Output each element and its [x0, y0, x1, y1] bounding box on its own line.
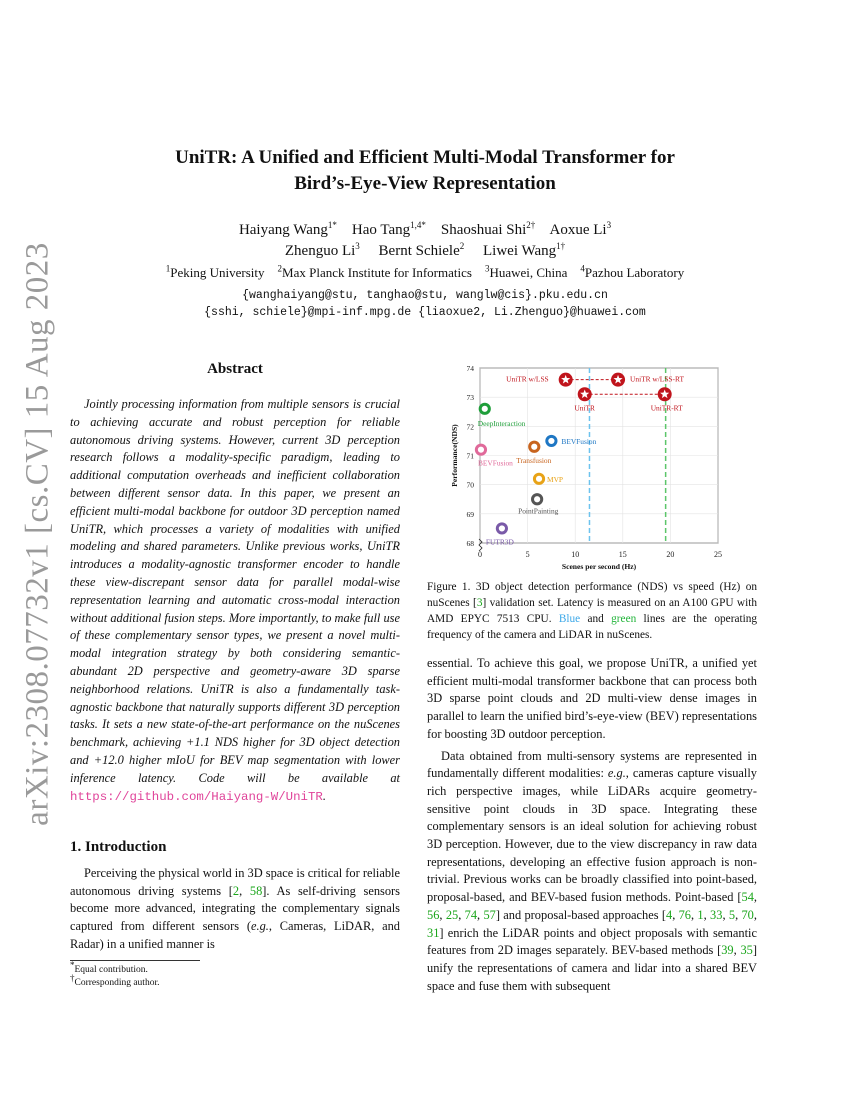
y-tick-label: 74 — [466, 364, 474, 373]
intro-body — [70, 865, 400, 954]
x-tick-label: 0 — [478, 550, 482, 559]
abstract-heading — [70, 360, 400, 378]
abstract-body — [70, 396, 400, 806]
footnotes — [70, 959, 400, 989]
citation-link[interactable]: 57 — [483, 907, 496, 922]
citation-sep: , — [239, 883, 250, 898]
citation-sep: , — [703, 907, 711, 922]
author-sup: 2 — [459, 241, 465, 251]
affil-sup: 1 — [165, 263, 171, 274]
para-text: , cameras capture visually rich perspective images, while LiDARs acquire geometry-sensitive point clouds in 3D space. Integrating these complementary sensors is an ideal solution for achieving robust 3D perception. However, due to the view discrepancy in raw data representations, developing an effective fusion approach is non-trivial. Previous works can be broadly classified into point-based, proposal-based, and BEV-based fusion methods. Point-based [ — [427, 766, 757, 905]
citation-sep: , — [439, 907, 446, 922]
right-column-body — [427, 655, 757, 995]
citation-link[interactable]: 58 — [249, 883, 263, 898]
x-tick-label: 15 — [618, 550, 627, 559]
footnote-mark: † — [70, 972, 75, 983]
author-line-2 — [80, 243, 770, 260]
author-name: Zhenguo Li — [284, 243, 356, 259]
caption-blue-word: Blue — [558, 613, 581, 625]
x-tick-label: 20 — [666, 550, 675, 559]
point-label: BEVFusion — [477, 458, 513, 468]
citation-sep: , — [477, 907, 484, 922]
intro-heading-text: 1. Introduction — [70, 839, 167, 855]
abstract-heading-text: Abstract — [207, 361, 263, 377]
title-line-2: Bird’s-Eye-View Representation — [294, 173, 556, 194]
para-text: ] and proposal-based approaches [ — [495, 907, 666, 922]
author-sup: 3 — [355, 241, 360, 251]
paper-title — [100, 145, 750, 197]
author-sup: 1* — [327, 220, 337, 230]
data-point-ring — [533, 495, 542, 504]
paragraph-essential: essential. To achieve this goal, we propose UniTR, a unified yet efficient multi-modal transformer backbone that can process both 3D sparse point clouds and 2D multi-view dense images in parallel to learn the unified bird’s-eye-view (BEV) representations for boosting 3D outdoor perception. — [427, 656, 757, 741]
citation-link[interactable]: 25 — [445, 907, 459, 922]
intro-heading — [70, 838, 400, 856]
data-point-ring — [547, 436, 556, 445]
point-label: UniTR w/LSS — [506, 374, 549, 384]
citation-sep: , — [753, 890, 757, 905]
citation-link[interactable]: 76 — [678, 907, 691, 922]
citation-link[interactable]: 5 — [728, 907, 736, 922]
author-name: Liwei Wang — [483, 243, 557, 259]
affil-sup: 2 — [277, 263, 283, 274]
point-label: Transfusion — [516, 455, 552, 465]
citation-sep: , — [733, 943, 741, 958]
paragraph-modalities — [427, 748, 757, 996]
author-sup: 3 — [606, 220, 612, 230]
citation-link[interactable]: 4 — [665, 907, 673, 922]
citation-sep: , — [691, 907, 698, 922]
arxiv-stamp-text: arXiv:2308.07732v1 [cs.CV] 15 Aug 2023 — [19, 242, 56, 826]
author-name: Shaoshuai Shi — [440, 222, 527, 238]
citation-link[interactable]: 3 — [476, 597, 483, 609]
y-tick-label: 69 — [466, 509, 474, 519]
caption-green-word: green — [611, 613, 637, 625]
affiliation: Pazhou Laboratory — [584, 265, 685, 280]
point-label: UniTR — [574, 403, 595, 413]
citation-link[interactable]: 2 — [232, 883, 240, 898]
arxiv-side-stamp — [18, 242, 58, 826]
data-point-ring — [497, 524, 506, 533]
y-tick-label: 71 — [466, 451, 474, 461]
author-name: Hao Tang — [351, 222, 411, 238]
citation-sep: , — [753, 907, 757, 922]
citation-sep: , — [735, 907, 742, 922]
intro-text: ]. As self-driving sensors become more advanced, integrating the complementary signals captured from different sensors ( — [70, 883, 400, 934]
y-tick-label: 70 — [466, 480, 474, 490]
citation-link[interactable]: 39 — [721, 943, 734, 958]
intro-text: , Cameras, LiDAR, and Radar) in a unified manner is — [70, 919, 401, 951]
author-sup: 1† — [556, 241, 566, 251]
point-label: UniTR w/LSS-RT — [630, 374, 685, 384]
author-sup: 1,4* — [410, 220, 426, 230]
title-line-1: UniTR: A Unified and Efficient Multi-Modal Transformer for — [175, 147, 675, 168]
caption-text: and — [587, 613, 604, 625]
point-label: FUTR3D — [485, 537, 514, 547]
point-label: MVP — [547, 474, 564, 484]
footnote-1 — [70, 959, 400, 977]
author-name: Aoxue Li — [549, 222, 607, 238]
footnote-2 — [70, 972, 400, 990]
point-label: UniTR-RT — [650, 403, 683, 413]
author-name: Bernt Schiele — [378, 243, 460, 259]
figure-1-chart — [440, 360, 740, 575]
y-tick-label: 73 — [466, 393, 474, 403]
abstract-text: Jointly processing information from multiple sensors is crucial to achieving accurate and robust perception for reliable autonomous driving systems. However, current 3D perception research follows a modality-specific paradigm, leading to additional computation overheads and inefficient collaboration between different sensor data. In this paper, we present an efficient multi-modal backbone for outdoor 3D perception named UniTR, which processes a variety of modalities with unified modeling and shared parameters. Unlike previous works, UniTR introduces a modality-agnostic transformer encoder to handle these view-discrepant sensor data for parallel modal-wise representation learning and automatic cross-modal interaction without additional fusion steps. More importantly, to make full use of these complementary sensor types, we present a novel multi-modal integration strategy by both considering semantic-abundant 2D perspective and geometry-aware 3D sparse neighborhood relations. UniTR is also a fundamentally task-agnostic backbone that naturally supports different 3D perception tasks. It sets a new state-of-the-art performance on the nuScenes benchmark, achieving +1.1 NDS higher for 3D object detection and +12.0 higher mIoU for BEV map segmentation with lower inference latency. Code will be available at — [70, 397, 400, 785]
affiliation: Max Planck Institute for Informatics — [282, 265, 472, 280]
citation-sep: , — [672, 907, 679, 922]
citation-link[interactable]: 56 — [427, 907, 440, 922]
footnote-mark: * — [70, 959, 75, 970]
citation-link[interactable]: 1 — [697, 907, 704, 922]
author-sup: 2† — [526, 220, 536, 230]
y-axis-title: Performance(NDS) — [450, 424, 459, 487]
x-axis-title: Scenes per second (Hz) — [561, 562, 637, 571]
data-point-ring — [534, 474, 543, 483]
figure-1-caption — [427, 579, 757, 643]
para-text: ] enrich the LiDAR points and object proposals with semantic features from 2D images separately. BEV-based methods [ — [427, 925, 757, 958]
citation-link[interactable]: 74 — [464, 907, 478, 922]
abstract-end: . — [322, 788, 326, 803]
data-point-ring — [530, 442, 539, 451]
chart-svg — [440, 360, 740, 575]
citation-link[interactable]: 54 — [741, 890, 754, 905]
x-tick-label: 5 — [525, 550, 530, 559]
affiliation: Huawei, China — [489, 265, 568, 280]
y-tick-label: 68 — [466, 539, 474, 548]
citation-link[interactable]: 33 — [710, 907, 723, 922]
citation-link[interactable]: 35 — [740, 943, 753, 958]
author-line-1 — [80, 222, 770, 239]
caption-text: lines are the operating frequency of the camera and LiDAR in nuScenes. — [427, 613, 758, 641]
citation-link[interactable]: 31 — [427, 925, 440, 940]
y-tick-label: 72 — [466, 422, 474, 432]
caption-text: Figure 1. 3D object detection performance (NDS) vs speed (Hz) on nuScenes [ — [427, 581, 757, 609]
email-line-1: {wanghaiyang@stu, tanghao@stu, wanglw@cis}.pku.edu.cn — [242, 289, 608, 302]
citation-sep: , — [458, 907, 465, 922]
code-link[interactable]: https://github.com/Haiyang-W/UniTR — [70, 789, 323, 804]
affiliations — [80, 265, 770, 281]
data-point-ring — [476, 445, 485, 454]
x-tick-label: 10 — [571, 550, 580, 559]
affil-sup: 4 — [580, 263, 585, 274]
point-label: BEVFusion — [561, 436, 597, 446]
footnote-text: Equal contribution. — [74, 965, 148, 975]
caption-text: ] validation set. Latency is measured on an A100 GPU with AMD EPYC 7513 CPU. — [427, 597, 757, 625]
intro-text: Perceiving the physical world in 3D space is critical for reliable autonomous driving systems [ — [70, 866, 400, 898]
citation-link[interactable]: 70 — [741, 907, 754, 922]
affiliation: Peking University — [170, 265, 265, 280]
data-point-ring — [480, 404, 489, 413]
point-label: PointPainting — [518, 506, 559, 516]
para-text: ] unify the representations of camera and lidar into a shared BEV space and fuse them with subsequent — [427, 943, 757, 993]
point-label: DeepInteraction — [477, 418, 526, 428]
email-line-2: {sshi, schiele}@mpi-inf.mpg.de {liaoxue2, Li.Zhenguo}@huawei.com — [204, 306, 646, 319]
author-name: Haiyang Wang — [238, 222, 328, 238]
intro-eg: e.g. — [251, 919, 269, 934]
footnote-text: Corresponding author. — [74, 977, 160, 988]
affil-sup: 3 — [484, 263, 490, 274]
x-tick-label: 25 — [714, 550, 722, 559]
citation-sep: , — [722, 907, 729, 922]
para-text: Data obtained from multi-sensory systems are represented in fundamentally different modalities: — [427, 748, 757, 781]
footnote-rule — [70, 960, 200, 961]
para-eg: e.g. — [607, 766, 626, 781]
